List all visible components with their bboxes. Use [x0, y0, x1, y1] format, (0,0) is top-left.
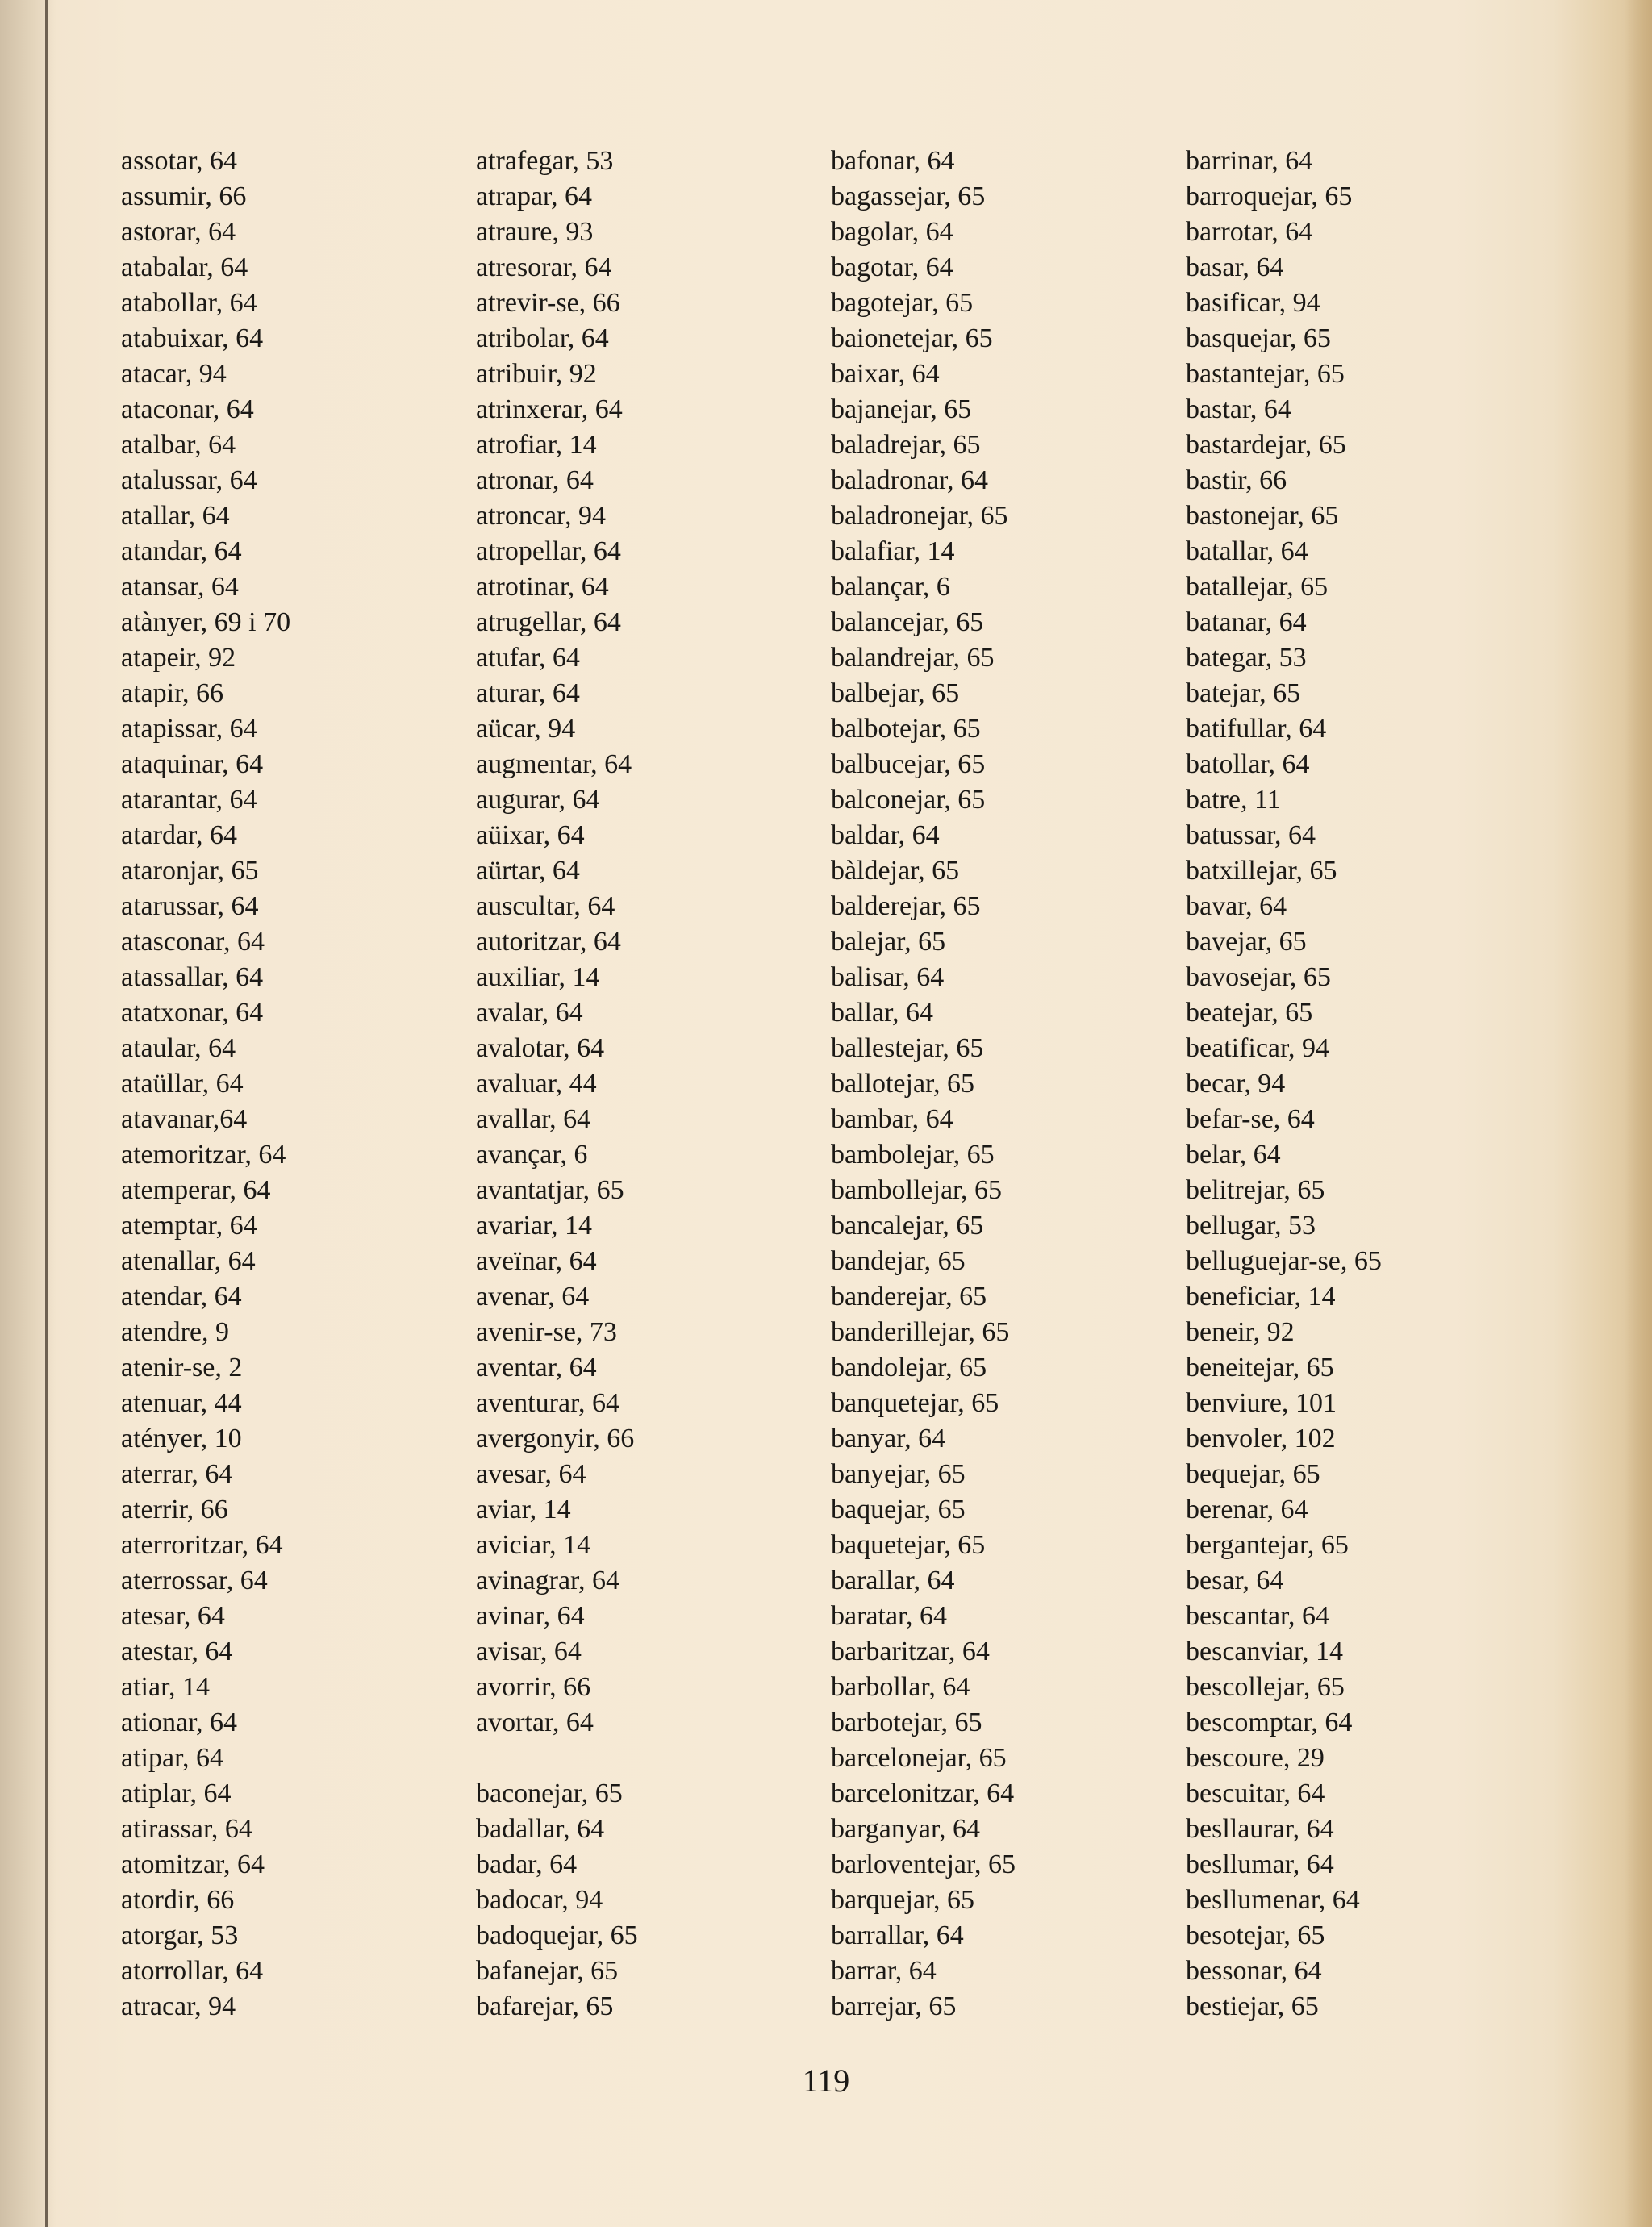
index-entry: bambollejar, 65	[831, 1175, 1003, 1205]
index-entry: barrinar, 64	[1186, 146, 1313, 176]
index-entry: bancalejar, 65	[831, 1211, 984, 1241]
index-entry: atassallar, 64	[121, 962, 264, 992]
index-entry: atendre, 9	[121, 1317, 230, 1347]
index-column-1	[121, 144, 476, 2031]
index-entry: barbotejar, 65	[831, 1708, 982, 1737]
index-entry: atemptar, 64	[121, 1211, 257, 1241]
page-gutter-shadow	[0, 0, 56, 2227]
index-entry: banquetejar, 65	[831, 1388, 999, 1418]
binding-line	[45, 0, 48, 2227]
index-entry: batanar, 64	[1186, 607, 1307, 637]
index-entry: atenuar, 44	[121, 1388, 242, 1418]
index-entry: badar, 64	[476, 1850, 578, 1879]
index-entry: basificar, 94	[1186, 288, 1320, 318]
index-entry: balbotejar, 65	[831, 714, 981, 744]
index-entry: atalussar, 64	[121, 465, 257, 495]
index-entry: beneitejar, 65	[1186, 1353, 1334, 1382]
index-entry: ataconar, 64	[121, 394, 254, 424]
index-entry: atresorar, 64	[476, 252, 612, 282]
index-entry: aventurar, 64	[476, 1388, 620, 1418]
index-entry: atroncar, 94	[476, 501, 607, 531]
verb-index	[121, 144, 1404, 2031]
index-entry: avortar, 64	[476, 1708, 594, 1737]
index-entry: aterrir, 66	[121, 1495, 228, 1524]
letter-group-gap	[476, 1741, 831, 1776]
index-entry: balançar, 6	[831, 572, 950, 602]
index-entry: atatxonar, 64	[121, 998, 264, 1028]
index-entry: bagotar, 64	[831, 252, 953, 282]
index-entry: banyar, 64	[831, 1424, 946, 1453]
index-entry: avallar, 64	[476, 1104, 591, 1134]
index-entry: barloventejar, 65	[831, 1850, 1016, 1879]
index-entry: badocar, 94	[476, 1885, 603, 1915]
index-entry: bescomptar, 64	[1186, 1708, 1353, 1737]
index-entry: ballotejar, 65	[831, 1069, 975, 1099]
index-entry: barrejar, 65	[831, 1991, 957, 2021]
index-entry: atacar, 94	[121, 359, 227, 389]
index-entry: aterroritzar, 64	[121, 1530, 283, 1560]
index-entry: besllaurar, 64	[1186, 1814, 1334, 1844]
index-entry: bescanviar, 14	[1186, 1637, 1344, 1666]
index-entry: beneficiar, 14	[1186, 1282, 1336, 1312]
index-entry: barbollar, 64	[831, 1672, 970, 1702]
index-entry: basquejar, 65	[1186, 323, 1331, 353]
index-entry: batallejar, 65	[1186, 572, 1329, 602]
index-entry: baionetejar, 65	[831, 323, 993, 353]
index-entry: bandolejar, 65	[831, 1353, 987, 1382]
index-column-3	[831, 144, 1186, 2031]
index-entry: besar, 64	[1186, 1566, 1284, 1595]
index-entry: avariar, 14	[476, 1211, 593, 1241]
index-entry: atapeir, 92	[121, 643, 236, 673]
index-entry: badoquejar, 65	[476, 1920, 638, 1950]
index-column-2	[476, 144, 831, 2031]
index-entry: barroquejar, 65	[1186, 181, 1353, 211]
index-entry: banyejar, 65	[831, 1459, 966, 1489]
index-entry: atribolar, 64	[476, 323, 609, 353]
index-entry: batejar, 65	[1186, 678, 1301, 708]
index-entry: atrotinar, 64	[476, 572, 609, 602]
index-entry: belitrejar, 65	[1186, 1175, 1325, 1205]
index-entry: atropellar, 64	[476, 536, 621, 566]
index-entry: avergonyir, 66	[476, 1424, 635, 1453]
index-entry: atordir, 66	[121, 1885, 235, 1915]
index-entry: avantatjar, 65	[476, 1175, 624, 1205]
index-entry: beneir, 92	[1186, 1317, 1295, 1347]
index-entry: bestiejar, 65	[1186, 1991, 1319, 2021]
index-entry: aveïnar, 64	[476, 1246, 597, 1276]
index-entry: berenar, 64	[1186, 1495, 1308, 1524]
index-entry: becar, 94	[1186, 1069, 1286, 1099]
index-entry: atesar, 64	[121, 1601, 225, 1631]
index-entry: avinagrar, 64	[476, 1566, 620, 1595]
index-entry: atenallar, 64	[121, 1246, 256, 1276]
index-entry: augmentar, 64	[476, 749, 632, 779]
index-entry: avalotar, 64	[476, 1033, 605, 1063]
index-entry: baladronejar, 65	[831, 501, 1008, 531]
page-number: 119	[802, 2062, 850, 2099]
index-entry: bavejar, 65	[1186, 927, 1307, 957]
index-entry: bàldejar, 65	[831, 856, 960, 886]
index-entry: atracar, 94	[121, 1991, 236, 2021]
index-entry: atiplar, 64	[121, 1779, 232, 1808]
index-entry: avenir-se, 73	[476, 1317, 617, 1347]
index-entry: autoritzar, 64	[476, 927, 621, 957]
index-entry: ataronjar, 65	[121, 856, 259, 886]
index-column-4	[1186, 144, 1541, 2031]
index-entry: avorrir, 66	[476, 1672, 591, 1702]
index-entry: atomitzar, 64	[121, 1850, 265, 1879]
index-entry: ataüllar, 64	[121, 1069, 244, 1099]
index-entry: atallar, 64	[121, 501, 230, 531]
index-entry: bastir, 66	[1186, 465, 1287, 495]
index-entry: atrapar, 64	[476, 181, 593, 211]
index-entry: bescantar, 64	[1186, 1601, 1330, 1631]
index-entry: ballestejar, 65	[831, 1033, 984, 1063]
index-entry: atabalar, 64	[121, 252, 248, 282]
index-entry: atrevir-se, 66	[476, 288, 620, 318]
index-entry: bafarejar, 65	[476, 1991, 614, 2021]
index-entry: balconejar, 65	[831, 785, 986, 815]
index-entry: banderejar, 65	[831, 1282, 987, 1312]
index-entry: baquetejar, 65	[831, 1530, 986, 1560]
index-entry: astorar, 64	[121, 217, 236, 247]
index-entry: barbaritzar, 64	[831, 1637, 990, 1666]
index-entry: atansar, 64	[121, 572, 239, 602]
index-entry: bagolar, 64	[831, 217, 953, 247]
index-entry: baldar, 64	[831, 820, 940, 850]
index-entry: atorgar, 53	[121, 1920, 239, 1950]
index-entry: atrafegar, 53	[476, 146, 614, 176]
index-entry: atorrollar, 64	[121, 1956, 264, 1986]
index-entry: atapir, 66	[121, 678, 224, 708]
index-entry: avenar, 64	[476, 1282, 590, 1312]
index-entry: benviure, 101	[1186, 1388, 1337, 1418]
index-entry: atarantar, 64	[121, 785, 257, 815]
index-entry: bescuitar, 64	[1186, 1779, 1325, 1808]
index-entry: atényer, 10	[121, 1424, 242, 1453]
index-entry: atabuixar, 64	[121, 323, 264, 353]
index-entry: barrar, 64	[831, 1956, 937, 1986]
index-entry: avinar, 64	[476, 1601, 585, 1631]
index-entry: bavosejar, 65	[1186, 962, 1331, 992]
index-entry: atrofiar, 14	[476, 430, 597, 460]
index-entry: barrotar, 64	[1186, 217, 1313, 247]
index-entry: belar, 64	[1186, 1140, 1281, 1170]
index-entry: bessonar, 64	[1186, 1956, 1322, 1986]
index-entry: besllumar, 64	[1186, 1850, 1334, 1879]
index-entry: baconejar, 65	[476, 1779, 623, 1808]
index-entry: beatejar, 65	[1186, 998, 1313, 1028]
index-entry: baladronar, 64	[831, 465, 989, 495]
index-entry: bategar, 53	[1186, 643, 1307, 673]
index-entry: barganyar, 64	[831, 1814, 980, 1844]
index-entry: atapissar, 64	[121, 714, 257, 744]
index-entry: barquejar, 65	[831, 1885, 975, 1915]
index-entry: atenir-se, 2	[121, 1353, 243, 1382]
index-entry: batallar, 64	[1186, 536, 1308, 566]
index-entry: batollar, 64	[1186, 749, 1310, 779]
index-entry: aventar, 64	[476, 1353, 597, 1382]
index-entry: atandar, 64	[121, 536, 242, 566]
index-entry: bastardejar, 65	[1186, 430, 1346, 460]
index-entry: bagotejar, 65	[831, 288, 974, 318]
index-entry: atiar, 14	[121, 1672, 211, 1702]
index-entry: bastonejar, 65	[1186, 501, 1339, 531]
index-entry: belluguejar-se, 65	[1186, 1246, 1382, 1276]
index-entry: augurar, 64	[476, 785, 600, 815]
index-entry: barrallar, 64	[831, 1920, 964, 1950]
index-entry: aücar, 94	[476, 714, 576, 744]
index-entry: atalbar, 64	[121, 430, 236, 460]
index-entry: baquejar, 65	[831, 1495, 966, 1524]
index-entry: avançar, 6	[476, 1140, 588, 1170]
index-entry: balejar, 65	[831, 927, 946, 957]
index-entry: balafiar, 14	[831, 536, 955, 566]
index-entry: baladrejar, 65	[831, 430, 981, 460]
index-entry: bandejar, 65	[831, 1246, 966, 1276]
index-entry: aüixar, 64	[476, 820, 585, 850]
index-entry: atufar, 64	[476, 643, 580, 673]
index-entry: ballar, 64	[831, 998, 934, 1028]
index-entry: atrinxerar, 64	[476, 394, 623, 424]
index-entry: atànyer, 69 i 70	[121, 607, 291, 637]
index-entry: bescoure, 29	[1186, 1743, 1325, 1773]
index-entry: ataquinar, 64	[121, 749, 264, 779]
index-entry: avalar, 64	[476, 998, 583, 1028]
index-entry: avisar, 64	[476, 1637, 582, 1666]
index-entry: atendar, 64	[121, 1282, 242, 1312]
index-entry: baratar, 64	[831, 1601, 948, 1631]
page-edge-shadow	[1625, 0, 1652, 2227]
index-entry: bajanejar, 65	[831, 394, 972, 424]
index-entry: batxillejar, 65	[1186, 856, 1337, 886]
index-entry: beatificar, 94	[1186, 1033, 1329, 1063]
index-entry: batussar, 64	[1186, 820, 1316, 850]
index-entry: assotar, 64	[121, 146, 238, 176]
index-entry: atasconar, 64	[121, 927, 265, 957]
index-entry: atestar, 64	[121, 1637, 233, 1666]
index-entry: bafanejar, 65	[476, 1956, 619, 1986]
index-entry: aterrar, 64	[121, 1459, 233, 1489]
index-entry: auxiliar, 14	[476, 962, 600, 992]
index-entry: bergantejar, 65	[1186, 1530, 1349, 1560]
index-entry: bafonar, 64	[831, 146, 955, 176]
index-entry: assumir, 66	[121, 181, 247, 211]
index-entry: bavar, 64	[1186, 891, 1287, 921]
index-entry: atabollar, 64	[121, 288, 257, 318]
index-entry: baixar, 64	[831, 359, 940, 389]
index-entry: bastantejar, 65	[1186, 359, 1345, 389]
index-entry: bescollejar, 65	[1186, 1672, 1345, 1702]
index-entry: atronar, 64	[476, 465, 594, 495]
index-entry: atemperar, 64	[121, 1175, 271, 1205]
index-entry: balderejar, 65	[831, 891, 981, 921]
index-entry: badallar, 64	[476, 1814, 605, 1844]
index-entry: bambar, 64	[831, 1104, 953, 1134]
index-entry: aürtar, 64	[476, 856, 580, 886]
index-entry: aviciar, 14	[476, 1530, 591, 1560]
index-entry: aterrossar, 64	[121, 1566, 268, 1595]
index-entry: bagassejar, 65	[831, 181, 986, 211]
index-entry: ataular, 64	[121, 1033, 236, 1063]
index-entry: atardar, 64	[121, 820, 238, 850]
index-entry: balandrejar, 65	[831, 643, 995, 673]
index-entry: besotejar, 65	[1186, 1920, 1325, 1950]
index-entry: atipar, 64	[121, 1743, 224, 1773]
index-entry: balancejar, 65	[831, 607, 984, 637]
index-entry: barallar, 64	[831, 1566, 955, 1595]
index-entry: barcelonitzar, 64	[831, 1779, 1015, 1808]
index-entry: bastar, 64	[1186, 394, 1291, 424]
index-entry: avaluar, 44	[476, 1069, 597, 1099]
index-entry: ationar, 64	[121, 1708, 238, 1737]
index-entry: atavanar,64	[121, 1104, 248, 1134]
index-entry: batre, 11	[1186, 785, 1281, 815]
index-entry: bellugar, 53	[1186, 1211, 1316, 1241]
index-entry: auscultar, 64	[476, 891, 615, 921]
index-entry: balbucejar, 65	[831, 749, 986, 779]
index-entry: bambolejar, 65	[831, 1140, 995, 1170]
index-entry: batifullar, 64	[1186, 714, 1327, 744]
index-entry: banderillejar, 65	[831, 1317, 1010, 1347]
index-entry: atraure, 93	[476, 217, 594, 247]
index-entry: basar, 64	[1186, 252, 1284, 282]
index-entry: aviar, 14	[476, 1495, 571, 1524]
index-entry: benvoler, 102	[1186, 1424, 1336, 1453]
index-entry: aturar, 64	[476, 678, 580, 708]
index-entry: balisar, 64	[831, 962, 945, 992]
index-entry: barcelonejar, 65	[831, 1743, 1007, 1773]
index-entry: bequejar, 65	[1186, 1459, 1320, 1489]
index-entry: balbejar, 65	[831, 678, 960, 708]
index-entry: besllumenar, 64	[1186, 1885, 1360, 1915]
index-entry: atirassar, 64	[121, 1814, 252, 1844]
index-entry: atribuir, 92	[476, 359, 597, 389]
index-entry: atarussar, 64	[121, 891, 259, 921]
index-entry: avesar, 64	[476, 1459, 586, 1489]
index-entry: atrugellar, 64	[476, 607, 621, 637]
index-entry: atemoritzar, 64	[121, 1140, 286, 1170]
index-entry: befar-se, 64	[1186, 1104, 1315, 1134]
